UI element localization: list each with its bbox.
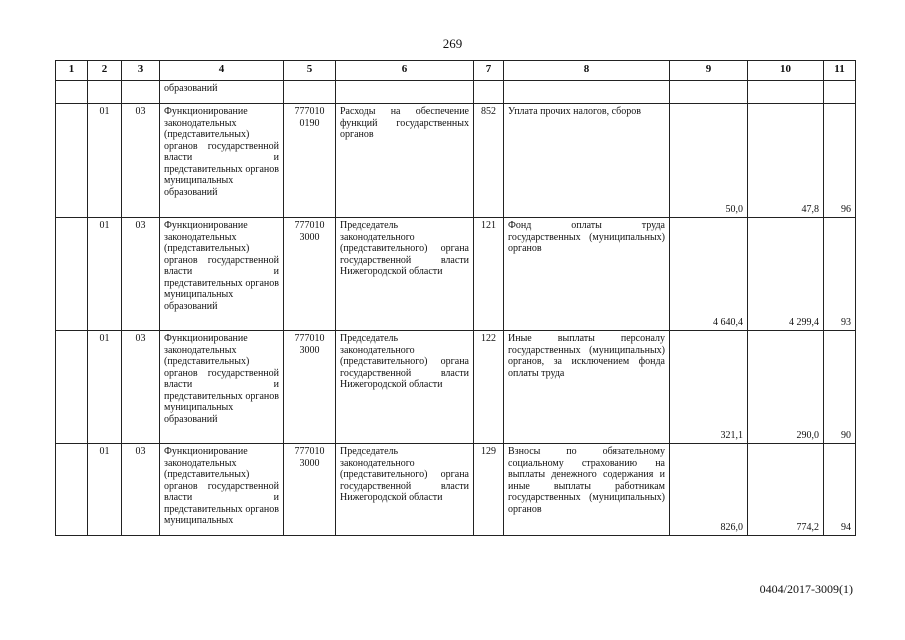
column-header: 3 (122, 61, 160, 81)
budget-table (55, 60, 856, 536)
cell-col5: 777010 0190 (284, 104, 336, 218)
cell-col3: 03 (122, 218, 160, 331)
cell-col11: 94 (824, 444, 856, 536)
column-header: 1 (56, 61, 88, 81)
column-header: 4 (160, 61, 284, 81)
cell (88, 81, 122, 104)
cell-col3: 03 (122, 331, 160, 444)
cell (474, 81, 504, 104)
cell-col4: Функционирование законодательных (представительных) органов государственной власти и представительных органов муниципальных образований (160, 331, 284, 444)
cell-col2: 01 (88, 104, 122, 218)
cell (284, 81, 336, 104)
cell-col7: 122 (474, 331, 504, 444)
cell-col5: 777010 3000 (284, 331, 336, 444)
table-row (56, 104, 856, 218)
cell-col1 (56, 444, 88, 536)
cell-col10: 47,8 (748, 104, 824, 218)
cell-col6: Председатель законодательного (представительного) органа государственной власти Нижегородской области (336, 331, 474, 444)
cell-col3: 03 (122, 444, 160, 536)
cell-col9: 321,1 (670, 331, 748, 444)
cell (56, 81, 88, 104)
cell (122, 81, 160, 104)
cell-col10: 4 299,4 (748, 218, 824, 331)
column-header: 10 (748, 61, 824, 81)
cell-col6: Председатель законодательного (представительного) органа государственной власти Нижегородской области (336, 218, 474, 331)
cell-col5: 777010 3000 (284, 218, 336, 331)
cell (504, 81, 670, 104)
column-header: 8 (504, 61, 670, 81)
cell (824, 81, 856, 104)
cell-col8: Иные выплаты персоналу государственных (муниципальных) органов, за исключением фонда оплаты труда (504, 331, 670, 444)
cell-col10: 774,2 (748, 444, 824, 536)
cell-col9: 4 640,4 (670, 218, 748, 331)
column-header: 6 (336, 61, 474, 81)
cell (336, 81, 474, 104)
cell-col9: 826,0 (670, 444, 748, 536)
cell (670, 81, 748, 104)
cell-col11: 96 (824, 104, 856, 218)
cell-col4: Функционирование законодательных (представительных) органов государственной власти и представительных органов муниципальных (160, 444, 284, 536)
cell-col5: 777010 3000 (284, 444, 336, 536)
cell-col2: 01 (88, 444, 122, 536)
cell-col2: 01 (88, 331, 122, 444)
cell-col6: Председатель законодательного (представительного) органа государственной власти Нижегородской области (336, 444, 474, 536)
cell-col9: 50,0 (670, 104, 748, 218)
column-header: 7 (474, 61, 504, 81)
column-header: 11 (824, 61, 856, 81)
cell-col8: Фонд оплаты труда государственных (муниципальных) органов (504, 218, 670, 331)
cell-col2: 01 (88, 218, 122, 331)
cell (748, 81, 824, 104)
cell-col1 (56, 104, 88, 218)
cell-col3: 03 (122, 104, 160, 218)
cell-col11: 93 (824, 218, 856, 331)
cell-col4: образований (160, 81, 284, 104)
cell-col4: Функционирование законодательных (представительных) органов государственной власти и представительных органов муниципальных образований (160, 104, 284, 218)
table-row (56, 444, 856, 536)
cell-col8: Взносы по обязательному социальному страхованию на выплаты денежного содержания и иные выплаты работникам государственных (муниципальных) органов (504, 444, 670, 536)
cell-col8: Уплата прочих налогов, сборов (504, 104, 670, 218)
cell-col10: 290,0 (748, 331, 824, 444)
cell-col4: Функционирование законодательных (представительных) органов государственной власти и представительных органов муниципальных образований (160, 218, 284, 331)
table-row-continuation (56, 81, 856, 104)
cell-col7: 129 (474, 444, 504, 536)
cell-col1 (56, 218, 88, 331)
table-row (56, 331, 856, 444)
column-header: 5 (284, 61, 336, 81)
cell-col7: 852 (474, 104, 504, 218)
table-row (56, 218, 856, 331)
column-header: 2 (88, 61, 122, 81)
column-header: 9 (670, 61, 748, 81)
cell-col7: 121 (474, 218, 504, 331)
cell-col11: 90 (824, 331, 856, 444)
cell-col6: Расходы на обеспечение функций государственных органов (336, 104, 474, 218)
table-header-row (56, 61, 856, 81)
document-code: 0404/2017-3009(1) (759, 582, 853, 596)
cell-col1 (56, 331, 88, 444)
page-number: 269 (442, 36, 463, 51)
